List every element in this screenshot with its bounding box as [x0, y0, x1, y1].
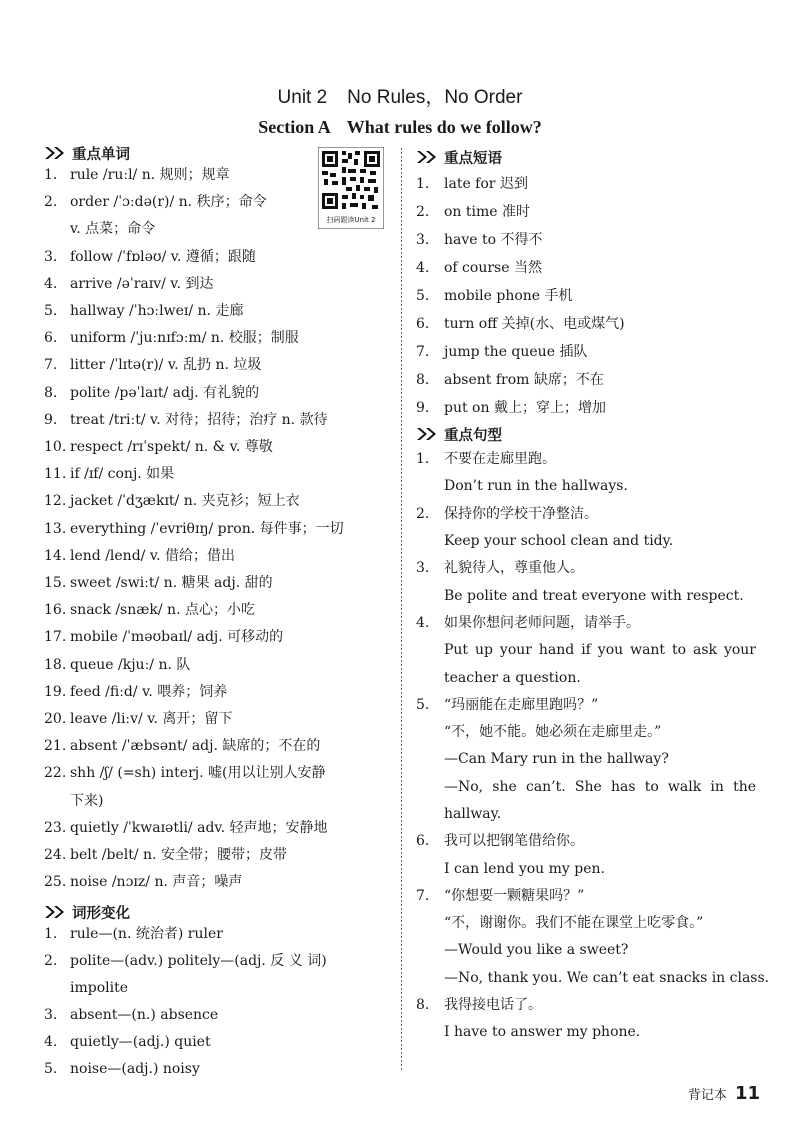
phrases-heading [416, 146, 502, 168]
item-text: leave /liːv/ v. 离开；留下 [70, 711, 233, 727]
forms-heading [44, 901, 130, 923]
item-text: of course 当然 [444, 260, 542, 276]
item-text: mobile /ˈməʊbaɪl/ adj. 可移动的 [70, 629, 284, 646]
item-text: polite /pəˈlaɪt/ adj. 有礼貌的 [70, 384, 260, 401]
item-text: belt /belt/ n. 安全带；腰带；皮带 [70, 847, 287, 863]
unit-number: Unit 2 [277, 87, 328, 108]
item-text: put on 戴上；穿上；增加 [444, 400, 606, 416]
item-text: rule /ruːl/ n. 规则；规章 [70, 167, 230, 183]
item-text: quietly—(adj.) quiet [70, 1034, 211, 1050]
unit-title [0, 82, 800, 109]
qr-caption: 扫码跟读Unit 2 [326, 216, 376, 224]
qr-code[interactable] [318, 147, 384, 229]
item-number: 4. [44, 275, 58, 292]
double-chevron-icon [416, 427, 438, 441]
item-number: 22. [44, 765, 67, 782]
item-text: quietly /ˈkwaɪətli/ adv. 轻声地；安静地 [70, 819, 328, 836]
item-text: turn off 关掉(水、电或煤气) [444, 316, 625, 332]
item-number: 19. [44, 683, 67, 700]
item-number: 9. [416, 400, 430, 416]
item-number: 2. [44, 953, 58, 969]
item-number: 8. [44, 384, 58, 401]
item-text: treat /triːt/ v. 对待；招待；治疗 n. 款待 [70, 411, 328, 428]
item-number: 17. [44, 629, 67, 646]
item-text: late for 迟到 [444, 176, 528, 192]
sentence-line: —Would you like a sweet? [444, 942, 629, 959]
sentence-chinese: 礼貌待人，尊重他人。 [444, 560, 584, 577]
item-number: 20. [44, 711, 67, 727]
item-number: 4. [416, 614, 430, 631]
footer-label: 背记本 [687, 1088, 727, 1103]
item-number: 11. [44, 466, 67, 483]
item-text: jacket /ˈdʒækɪt/ n. 夹克衫；短上衣 [70, 493, 300, 510]
item-number: 13. [44, 520, 67, 537]
page-number: 11 [734, 1083, 760, 1104]
sentence-line: Put up your hand if you want to ask your teacher a question. [444, 642, 756, 686]
sentence-chinese: 我可以把钢笔借给你。 [444, 833, 584, 850]
item-text: order /ˈɔːdə(r)/ n. 秩序；命令 [70, 194, 267, 211]
item-text: uniform /ˈjuːnɪfɔːm/ n. 校服；制服 [70, 330, 299, 347]
item-number: 24. [44, 847, 67, 863]
sentence-chinese: 如果你想问老师问题，请举手。 [444, 614, 640, 631]
item-number: 7. [416, 887, 430, 904]
item-text: on time 准时 [444, 204, 531, 220]
item-text: sweet /swiːt/ n. 糖果 adj. 甜的 [70, 575, 273, 591]
item-text: arrive /əˈraɪv/ v. 到达 [70, 275, 214, 292]
sentence-line: —No, she can’t. She has to walk in the hallway. [444, 778, 756, 823]
sentence-line: —No, thank you. We can’t eat snacks in class. [444, 969, 770, 986]
item-number: 1. [44, 167, 58, 183]
item-number: 4. [416, 260, 430, 276]
item-number: 5. [416, 696, 430, 713]
item-text: shh /ʃ/ (=sh) interj. 嘘(用以让别人安静 [70, 765, 326, 782]
item-text: absent /ˈæbsənt/ adj. 缺席的；不在的 [70, 738, 321, 755]
sentence-line: “不，谢谢你。我们不能在课堂上吃零食。” [444, 915, 704, 932]
page-footer [688, 1083, 760, 1104]
sentence-line: I have to answer my phone. [444, 1024, 641, 1041]
item-text: jump the queue 插队 [444, 344, 588, 360]
sentences-heading [416, 423, 502, 445]
sentence-line: I can lend you my pen. [444, 860, 605, 877]
item-number: 23. [44, 819, 67, 836]
sentence-chinese: 保持你的学校干净整洁。 [444, 505, 598, 522]
item-number: 2. [44, 194, 58, 211]
item-number: 2. [416, 204, 430, 220]
item-text: absent—(n.) absence [70, 1007, 219, 1023]
sentences-heading-text: 重点句型 [444, 427, 502, 444]
item-number: 5. [44, 1061, 58, 1077]
item-number: 6. [416, 833, 430, 850]
item-number: 25. [44, 874, 67, 891]
item-text: impolite [70, 980, 129, 996]
item-number: 16. [44, 602, 67, 619]
item-number: 8. [416, 997, 430, 1013]
item-number: 5. [416, 288, 430, 304]
sentence-chinese: 我得接电话了。 [444, 997, 542, 1013]
item-number: 9. [44, 411, 58, 428]
item-text: feed /fiːd/ v. 喂养；饲养 [70, 683, 228, 700]
item-text: polite—(adv.) politely—(adj. 反 义 词) [70, 953, 327, 969]
item-number: 4. [44, 1034, 58, 1050]
item-number: 3. [416, 232, 430, 248]
item-text: lend /lend/ v. 借给；借出 [70, 547, 235, 564]
item-number: 5. [44, 303, 58, 319]
item-text: respect /rɪˈspekt/ n. & v. 尊敬 [70, 439, 273, 455]
item-number: 6. [416, 316, 430, 332]
item-text: absent from 缺席；不在 [444, 372, 604, 388]
item-text: rule—(n. 统治者) ruler [70, 926, 223, 942]
forms-heading-text: 词形变化 [72, 905, 130, 922]
sentence-line: —Can Mary run in the hallway? [444, 751, 669, 768]
item-number: 12. [44, 493, 67, 510]
item-number: 2. [416, 505, 430, 522]
double-chevron-icon [44, 905, 66, 919]
sentence-chinese: 不要在走廊里跑。 [444, 451, 556, 467]
item-number: 7. [416, 344, 430, 360]
item-number: 7. [44, 357, 58, 374]
double-chevron-icon [416, 150, 438, 164]
section-label: Section A [258, 117, 331, 137]
item-number: 14. [44, 547, 67, 564]
section-question: What rules do we follow? [346, 117, 542, 137]
item-number: 18. [44, 656, 67, 673]
item-number: 8. [416, 372, 430, 388]
sentence-line: Keep your school clean and tidy. [444, 532, 674, 549]
item-number: 1. [44, 926, 58, 942]
column-divider [401, 148, 402, 1072]
item-text: litter /ˈlɪtə(r)/ v. 乱扔 n. 垃圾 [70, 357, 262, 374]
item-number: 10. [44, 439, 67, 455]
item-number: 15. [44, 575, 67, 591]
item-text: follow /ˈfɒləʊ/ v. 遵循；跟随 [70, 248, 256, 265]
vocab-heading [44, 142, 130, 164]
section-title [0, 117, 800, 138]
item-text: v. 点菜；命令 [70, 221, 156, 238]
item-text: noise—(adj.) noisy [70, 1061, 200, 1077]
phrases-heading-text: 重点短语 [444, 150, 502, 167]
item-text: if /ɪf/ conj. 如果 [70, 466, 175, 483]
sentence-chinese: “你想要一颗糖果吗？” [444, 887, 585, 904]
item-text: have to 不得不 [444, 232, 543, 248]
sentence-chinese: “玛丽能在走廊里跑吗？” [444, 696, 599, 713]
item-number: 6. [44, 330, 58, 347]
item-text: noise /nɔɪz/ n. 声音；噪声 [70, 874, 243, 891]
item-number: 3. [44, 1007, 58, 1023]
sentence-line: Don’t run in the hallways. [444, 478, 628, 495]
item-text: mobile phone 手机 [444, 288, 573, 304]
item-text: snack /snæk/ n. 点心；小吃 [70, 602, 255, 619]
item-text: everything /ˈevriθɪŋ/ pron. 每件事；一切 [70, 520, 344, 537]
item-number: 1. [416, 176, 430, 192]
sentence-line: Be polite and treat everyone with respect. [444, 587, 744, 604]
unit-name: No Rules，No Order [347, 87, 523, 108]
sentence-line: “不，她不能。她必须在走廊里走。” [444, 724, 662, 740]
item-text: hallway /ˈhɔːlweɪ/ n. 走廊 [70, 303, 244, 319]
double-chevron-icon [44, 146, 66, 160]
item-text: queue /kjuː/ n. 队 [70, 656, 191, 673]
item-number: 21. [44, 738, 67, 755]
vocab-heading-text: 重点单词 [72, 146, 130, 163]
item-text: 下来) [70, 792, 104, 809]
item-number: 1. [416, 451, 430, 467]
item-number: 3. [416, 560, 430, 577]
item-number: 3. [44, 248, 58, 265]
